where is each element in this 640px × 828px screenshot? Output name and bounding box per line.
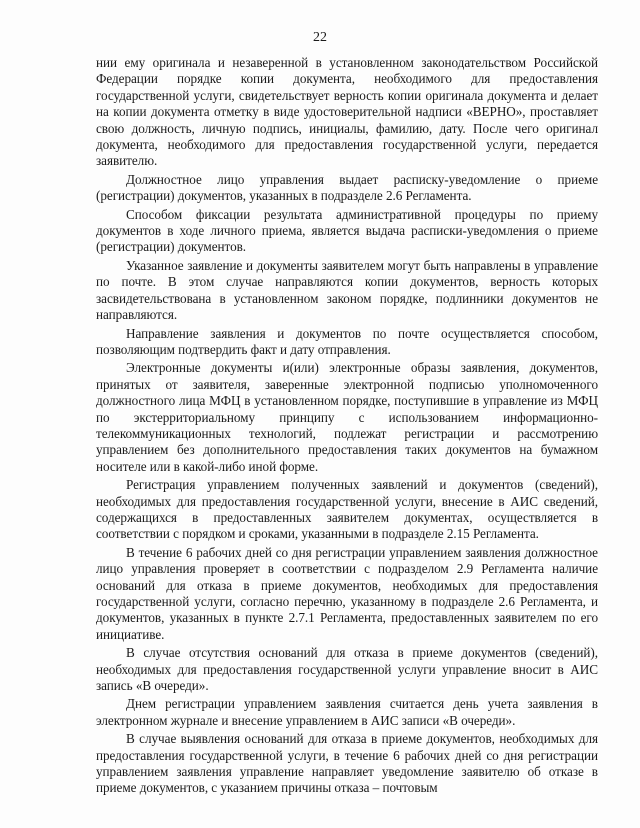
paragraph-continued: нии ему оригинала и незаверенной в установленном законодательством Российской Федерации порядке копии документа, необходимого для предоставления государственной услуги, свидетельствует верность копии оригинала документа и делает на копии документа отметку в виде удостоверительной надписи «ВЕРНО», проставляет свою должность, личную подпись, инициалы, фамилию, дату. После чего оригинал документа, необходимого для предоставления государственной услуги, передается заявителю.	[96, 55, 598, 169]
paragraph: В случае отсутствия оснований для отказа в приеме документов (сведений), необходимых для предоставления государственной услуги управление вносит в АИС запись «В очереди».	[96, 645, 598, 694]
paragraph: Направление заявления и документов по почте осуществляется способом, позволяющим подтвердить факт и дату отправления.	[96, 325, 598, 357]
paragraph: В течение 6 рабочих дней со дня регистрации управлением заявления должностное лицо управления проверяет в соответствии с подразделом 2.9 Регламента наличие оснований для отказа в приеме документов, необходимых для предоставления государственной услуги, согласно перечню, указанному в подразделе 2.6 Регламента, и документов, указанных в пункте 2.7.1 Регламента, предоставленных заявителем по его инициативе.	[96, 544, 598, 642]
paragraph: В случае выявления оснований для отказа в приеме документов, необходимых для предоставления государственной услуги, в течение 6 рабочих дней со дня регистрации управлением заявления управление направляет уведомление заявителю об отказе в приеме документов, с указанием причины отказа – почтовым	[96, 731, 598, 796]
page-number: 22	[313, 30, 327, 45]
paragraph: Указанное заявление и документы заявителем могут быть направлены в управление по почте. В этом случае направляются копии документов, верность которых засвидетельствована в установленном законом порядке, подлинники документов не направляются.	[96, 257, 598, 323]
paragraph: Электронные документы и(или) электронные образы заявления, документов, принятых от заявителя, заверенные электронной подписью уполномоченного должностного лица МФЦ в установленном порядке, поступившие в управление из МФЦ по экстерриториальному принципу с использованием информационно-телекоммуникационных технологий, подлежат регистрации и рассмотрению управлением без дополнительного предоставления таких документов на бумажном носителе или в какой-либо иной форме.	[96, 360, 598, 474]
paragraph: Днем регистрации управлением заявления считается день учета заявления в электронном журнале и внесение управлением в АИС записи «В очереди».	[96, 696, 598, 728]
paragraph: Должностное лицо управления выдает расписку-уведомление о приеме (регистрации) документов, указанных в подразделе 2.6 Регламента.	[96, 171, 598, 204]
paragraph: Регистрация управлением полученных заявлений и документов (сведений), необходимых для предоставления государственной услуги, внесение в АИС сведений, содержащихся в предоставленных заявителем документах, осуществляется в соответствии с порядком и сроками, указанными в подразделе 2.15 Регламента.	[96, 477, 598, 542]
document-body	[96, 55, 598, 799]
paragraph: Способом фиксации результата административной процедуры по приему документов в ходе личного приема, является выдача расписки-уведомления о приеме (регистрации) документов.	[96, 206, 598, 255]
